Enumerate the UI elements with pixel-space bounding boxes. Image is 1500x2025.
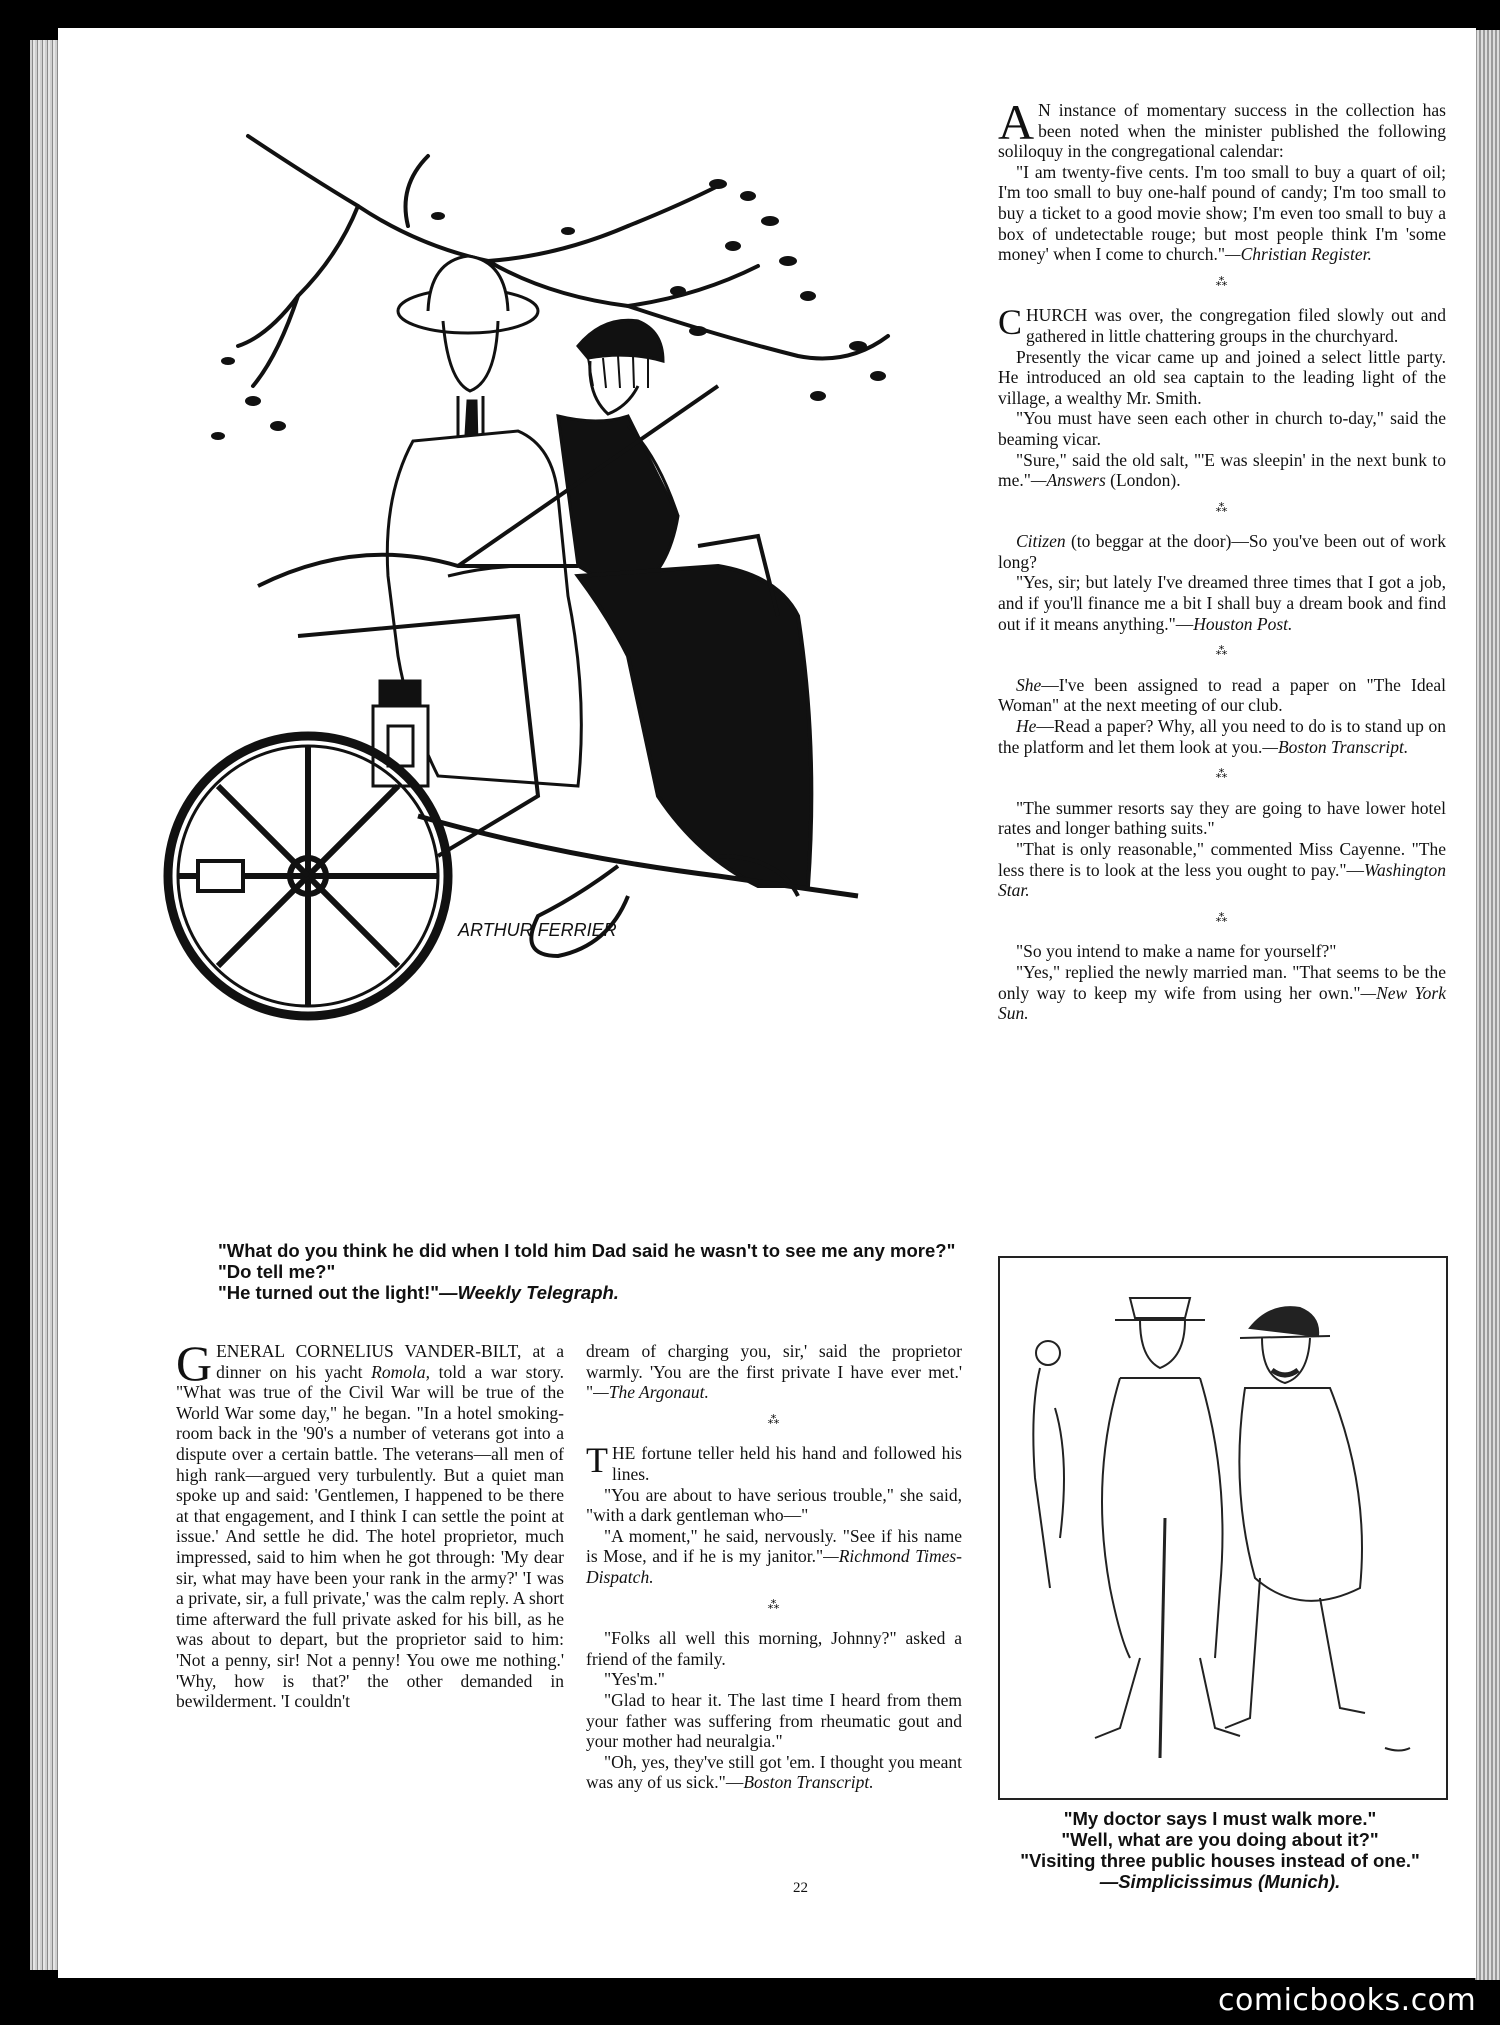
church-story: [998, 302, 1446, 346]
artist-signature: ARTHUR FERRIER: [458, 920, 617, 940]
fortune-teller-p1: fortune teller held his hand and followed his lines.: [612, 1443, 962, 1484]
small-caption-source: —Simplicissimus (Munich).: [1099, 1871, 1341, 1892]
small-illustration-caption: [990, 1808, 1450, 1892]
small-caption-line-2: "Well, what are you doing about it?": [1061, 1829, 1379, 1850]
vanderbilt-body-2: told a war story. "What was true of the Civil War will be true of the World War some day," he began. "In a hotel smoking-room back in the '90's a number of veterans got into a dispute over a certain battle. The veterans—all men of high rank—argued very turbulently. But a quiet man spoke up and said: 'Gentlemen, I happened to be there at that engagement, and I think I can settle the point at issue.' And settle he did. The hotel proprietor, much impressed, said to him when he got through: 'My dear sir, what may have been your rank in the army?' 'I was a private, sir, a full private,' was the calm reply. A short time afterward the full private asked for his bill, as he was about to depart, but the proprietor said to him: 'Not a penny, sir! Not a penny! You owe me nothing.' 'Why, how is that?' the other demanded in bewilderment. 'I couldn't: [176, 1361, 564, 1712]
separator: ⁂: [1215, 767, 1229, 782]
ideal-woman-p2-text: —Read a paper? Why, all you need to do is to stand up on the platform and let them look at you.: [998, 716, 1446, 757]
caption-source: —Weekly Telegraph.: [439, 1282, 619, 1303]
ideal-woman-p1-text: —I've been assigned to read a paper on "The Ideal Woman" at the next meeting of our club.: [998, 674, 1446, 716]
small-caption-line-1: "My doctor says I must walk more.": [1063, 1808, 1377, 1829]
separator: ⁂: [1215, 644, 1229, 659]
book-page-edges-right: [1475, 30, 1500, 1980]
vanderbilt-story: [176, 1335, 564, 1712]
fortune-teller-lead: HE: [612, 1443, 636, 1464]
citizen-p2-text: "Yes, sir; but lately I've dreamed three times that I got a job, and if you'll finance me a bit I shall buy a dream book and find out if it means anything."—: [998, 572, 1446, 634]
church-lead: HURCH: [1026, 305, 1088, 326]
carriage-illustration: [158, 96, 988, 1246]
fortune-teller-p2: "You are about to have serious trouble," she said, "with a dark gentleman who—": [586, 1484, 962, 1526]
church-p4: [998, 450, 1446, 491]
johnny-p4-text: "Oh, yes, they've still got 'em. I thought you meant was any of us sick."—: [586, 1751, 962, 1793]
left-column: [176, 1335, 564, 1712]
she-speaker: She: [1016, 674, 1042, 695]
summer-resort-p2: [998, 839, 1446, 901]
yacht-name: Romola,: [371, 1361, 430, 1382]
caption-line-3-text: "He turned out the light!": [218, 1282, 440, 1303]
answers-source-london: (London).: [1105, 470, 1181, 491]
quarter-p2: [998, 162, 1446, 265]
johnny-p4: [586, 1752, 962, 1793]
caption-line-3: [170, 1282, 990, 1303]
fortune-teller-story: [586, 1440, 962, 1484]
caption-line-2: "Do tell me?": [218, 1261, 336, 1282]
book-page-edges-left: [30, 40, 60, 1970]
boston-transcript-source: —Boston Transcript.: [1262, 736, 1409, 757]
church-p1: was over, the congregation filed slowly out and gathered in little chattering groups in the churchyard.: [1026, 305, 1446, 346]
watermark: comicbooks.com: [1218, 1983, 1477, 2018]
citizen-speaker: Citizen: [1016, 531, 1066, 552]
drop-cap: G: [176, 1335, 213, 1391]
ideal-woman-p1: [998, 675, 1446, 716]
drop-cap: A: [998, 94, 1035, 150]
church-p4-text: "Sure," said the old salt, "'E was sleepin' in the next bunk to me.": [998, 449, 1446, 491]
page-number: 22: [793, 1880, 808, 1896]
answers-source: —Answers: [1030, 470, 1106, 491]
vanderbilt-body-1: at a dinner on his yacht: [216, 1341, 564, 1382]
citizen-p1-text: (to beggar at the door)—So you've been out of work long?: [998, 531, 1446, 572]
argonaut-source: —The Argonaut.: [593, 1382, 709, 1403]
johnny-p2: "Yes'm.": [604, 1669, 665, 1690]
summer-resort-p1: "The summer resorts say they are going to have lower hotel rates and longer bathing suits.": [998, 797, 1446, 839]
washington-source: Washington Star.: [998, 859, 1446, 901]
vanderbilt-continued: [586, 1341, 962, 1403]
johnny-p1: "Folks all well this morning, Johnny?" asked a friend of the family.: [586, 1628, 962, 1669]
middle-column: [586, 1341, 962, 1793]
summer-resort-p2-text: "That is only reasonable," commented Miss Cayenne. "The less there is to look at the less you ought to pay."—: [998, 839, 1446, 880]
new-york-sun-source: —New York Sun.: [998, 982, 1446, 1024]
vanderbilt-continued-text: dream of charging you, sir,' said the proprietor warmly. 'You are the first private I have ever met.' ": [586, 1341, 962, 1403]
houston-source: Houston Post.: [1193, 613, 1293, 634]
separator: ⁂: [767, 1597, 781, 1612]
separator: ⁂: [1215, 500, 1229, 515]
quarter-p2-text: "I am twenty-five cents. I'm too small to buy a quart of oil; I'm too small to buy one-half pound of candy; I'm too small to buy a ticket to a good movie show; I'm even too small to buy a box of undetectable rouge; but most people think I'm 'some money' when I come to church.": [998, 161, 1446, 265]
boston-source: Boston Transcript.: [743, 1772, 874, 1793]
ideal-woman-p2: [998, 716, 1446, 757]
main-illustration-caption: [170, 1240, 990, 1303]
citizen-p1: [998, 531, 1446, 572]
church-p2: Presently the vicar came up and joined a select little party. He introduced an old sea captain to the leading light of the village, a wealthy Mr. Smith.: [998, 346, 1446, 408]
walking-men-drawing: [1000, 1258, 1446, 1798]
caption-line-1: "What do you think he did when I told him Dad said he wasn't to see me any more?": [218, 1240, 956, 1261]
make-name-p2: [998, 962, 1446, 1024]
quarter-story: [998, 94, 1446, 162]
magazine-page: [58, 28, 1476, 1978]
separator: ⁂: [1215, 274, 1229, 289]
he-speaker: He: [1016, 716, 1037, 737]
separator: ⁂: [1215, 910, 1229, 925]
citizen-p2: [998, 572, 1446, 634]
vanderbilt-lead: ENERAL CORNELIUS VANDER-BILT,: [216, 1341, 522, 1361]
quarter-lead: N: [1038, 100, 1051, 120]
fortune-teller-p3-text: "A moment," he said, nervously. "See if his name is Mose, and if he is my janitor.": [586, 1525, 962, 1567]
small-caption-line-3: "Visiting three public houses instead of one.": [1020, 1850, 1420, 1871]
fortune-teller-p3: [586, 1526, 962, 1588]
drop-cap: T: [586, 1440, 608, 1481]
separator: ⁂: [767, 1412, 781, 1427]
christian-register-source: —Christian Register.: [1225, 244, 1372, 265]
quarter-p1: instance of momentary success in the collection has been noted when the minister published the following soliloquy in the congregational calendar:: [998, 100, 1446, 162]
right-column: [998, 94, 1446, 1024]
make-name-p2-text: "Yes," replied the newly married man. "That seems to be the only way to keep my wife from using her own.": [998, 961, 1446, 1003]
drop-cap: C: [998, 302, 1023, 343]
make-name-p1: "So you intend to make a name for yourself?": [1016, 941, 1337, 962]
johnny-p3: "Glad to hear it. The last time I heard from them your father was suffering from rheumatic gout and your mother had neuralgia.": [586, 1689, 962, 1752]
church-p3: "You must have seen each other in church to-day," said the beaming vicar.: [998, 408, 1446, 449]
walking-men-illustration: [998, 1256, 1448, 1800]
richmond-source: —Richmond Times-Dispatch.: [586, 1546, 962, 1587]
